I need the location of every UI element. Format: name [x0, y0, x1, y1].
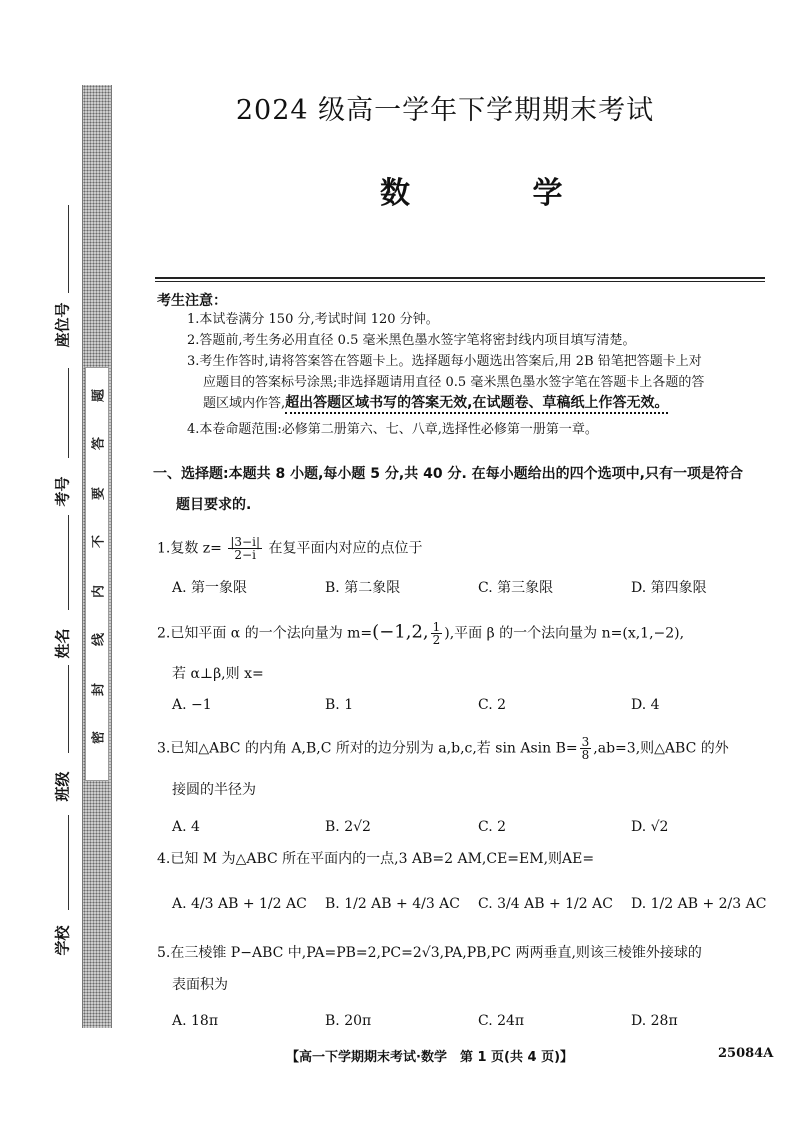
q3-text-b: ,ab=3,则△ABC 的外: [593, 740, 729, 757]
seal-line-box: [85, 367, 109, 781]
seat-number-field[interactable]: [68, 205, 69, 293]
q1-option-c: C. 第三象限: [478, 580, 554, 596]
q4-option-a: A. 4/3 AB + 1/2 AC: [172, 896, 307, 912]
q1-option-d: D. 第四象限: [631, 580, 707, 596]
q2-frac-num: 1: [432, 620, 441, 634]
q3-fraction: [580, 736, 592, 761]
notice-item: 题区域内作答,: [203, 396, 286, 411]
q4-option-b: B. 1/2 AB + 4/3 AC: [325, 896, 461, 912]
name-field[interactable]: [68, 515, 69, 610]
question-5-line2: 表面积为: [172, 977, 228, 993]
name-label: 姓名: [53, 628, 72, 659]
seal-char: 要: [91, 487, 107, 501]
school-label: 学校: [53, 925, 72, 956]
seal-char: 答: [91, 437, 107, 451]
q1-option-a: A. 第一象限: [172, 580, 248, 596]
q3-option-a: A. 4: [172, 819, 200, 835]
seal-char: 内: [91, 585, 107, 599]
notice-item: 1.本试卷满分 150 分,考试时间 120 分钟。: [187, 312, 439, 327]
q4-option-d: D. 1/2 AB + 2/3 AC: [631, 896, 767, 912]
notice-item: 3.考生作答时,请将答案答在答题卡上。选择题每小题选出答案后,用 2B 铅笔把答题卡上对: [187, 354, 702, 369]
q2-frac-den: 2: [432, 633, 441, 647]
seal-char: 不: [91, 535, 107, 549]
q5-option-c: C. 24π: [478, 1013, 525, 1029]
notice-item: 4.本卷命题范围:必修第二册第六、七、八章,选择性必修第一册第一章。: [187, 422, 598, 437]
question-3-line2: 接圆的半径为: [172, 782, 256, 798]
q2-option-a: A. −1: [172, 697, 212, 713]
question-3-stem: [157, 736, 729, 761]
header-rule-thin: [155, 281, 765, 282]
seal-char: 线: [91, 633, 107, 647]
exam-number-label: 考号: [53, 476, 72, 507]
q5-option-d: D. 28π: [631, 1013, 678, 1029]
question-2-line2: 若 α⊥β,则 x=: [172, 666, 264, 682]
q3-option-b: B. 2√2: [325, 819, 371, 835]
seal-char: 密: [91, 731, 107, 745]
paper-code: 25084A: [718, 1046, 774, 1061]
page-footer: 【高一下学期期末考试·数学 第 1 页(共 4 页)】: [286, 1050, 574, 1065]
q2-fraction: [431, 621, 443, 646]
class-field[interactable]: [68, 665, 69, 753]
q5-option-a: A. 18π: [172, 1013, 219, 1029]
class-label: 班级: [53, 771, 72, 802]
q1-fraction: [228, 536, 262, 561]
question-2-stem: [157, 621, 684, 646]
q4-option-c: C. 3/4 AB + 1/2 AC: [478, 896, 613, 912]
question-4-stem: 4.已知 M 为△ABC 所在平面内的一点,3 AB=2 AM,CE=EM,则AE=: [157, 851, 595, 867]
seat-number-label: 座位号: [53, 302, 72, 348]
q3-option-d: D. √2: [631, 819, 669, 835]
q2-option-d: D. 4: [631, 697, 660, 713]
q2-vector-m: (−1,2,: [372, 621, 429, 643]
q5-option-b: B. 20π: [325, 1013, 372, 1029]
q3-option-c: C. 2: [478, 819, 507, 835]
notice-emphasis: 超出答题区域书写的答案无效,在试题卷、草稿纸上作答无效。: [285, 395, 668, 414]
exam-title: 2024 级高一学年下学期期末考试: [235, 95, 655, 126]
q1-frac-den: 2−i: [234, 548, 256, 562]
q1-option-b: B. 第二象限: [325, 580, 401, 596]
notice-item: 应题目的答案标号涂黑;非选择题请用直径 0.5 毫米黑色墨水签字笔在答题卡上各题的答: [203, 375, 705, 390]
q2-text: 2.已知平面 α 的一个法向量为 m=: [157, 625, 373, 642]
question-5-stem: 5.在三棱锥 P−ABC 中,PA=PB=2,PC=2√3,PA,PB,PC 两两垂直,则该三棱锥外接球的: [157, 945, 702, 961]
q2-option-c: C. 2: [478, 697, 507, 713]
q1-text-b: 在复平面内对应的点位于: [268, 540, 423, 557]
q2-option-b: B. 1: [325, 697, 354, 713]
notice-item: 2.答题前,考生务必用直径 0.5 毫米黑色墨水签字笔将密封线内项目填写清楚。: [187, 333, 636, 348]
school-field[interactable]: [68, 815, 69, 910]
header-rule: [155, 277, 765, 279]
q3-text: 3.已知△ABC 的内角 A,B,C 所对的边分别为 a,b,c,若 sin Asin B=: [157, 740, 578, 757]
q3-frac-den: 8: [581, 748, 590, 762]
notice-item-emphasis-row: [203, 396, 668, 410]
section-heading: 一、选择题:本题共 8 小题,每小题 5 分,共 40 分. 在每小题给出的四个选项中,只有一项是符合: [153, 466, 743, 482]
exam-number-field[interactable]: [68, 368, 69, 458]
section-heading-cont: 题目要求的.: [176, 497, 252, 513]
notice-heading: 考生注意：: [157, 293, 227, 309]
seal-char: 题: [91, 389, 107, 403]
q2-text-b: ),平面 β 的一个法向量为 n=(x,1,−2),: [444, 625, 685, 642]
q1-text: 1.复数 z=: [157, 540, 222, 557]
seal-char: 封: [91, 683, 107, 697]
question-1-stem: [157, 536, 422, 561]
subject-title: 数 学: [380, 176, 619, 211]
q3-frac-num: 3: [581, 735, 590, 749]
q1-frac-num: |3−i|: [230, 535, 260, 549]
